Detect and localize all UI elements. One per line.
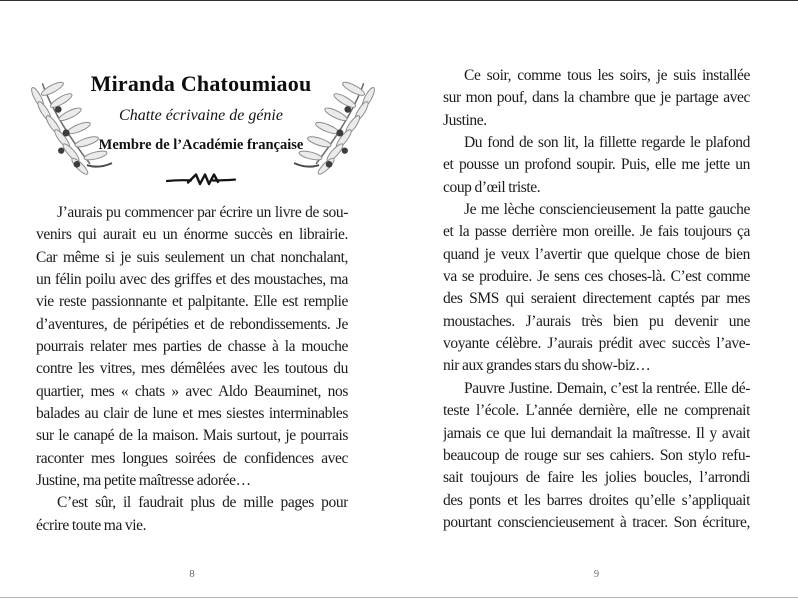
text-line: raconter mes longues soirées de confidences avec (36, 449, 348, 467)
author-title: Miranda Chatoumiaou (90, 71, 312, 96)
paragraph (36, 202, 348, 492)
text-line: venirs qui aurait eu un énorme succès en librairie. (36, 226, 348, 244)
text-line: quand je veux l’avertir que quelque chose de bien (443, 245, 750, 263)
page-left-text (36, 202, 348, 537)
text-line: contre les vitres, mes démêlées avec les toutous du (36, 360, 348, 378)
text-line: Justine. (443, 111, 487, 129)
text-line: balades au clair de lune et mes siestes interminables (36, 405, 348, 423)
text-line: pourtant consciencieusement à tracer. Son écriture, (443, 513, 750, 531)
text-line: nir aux grandes stars du show-biz… (443, 357, 651, 375)
text-line: écrire toute ma vie. (36, 516, 147, 534)
text-line: voyante célèbre. J’aurais prédit avec succès l’ave- (443, 335, 750, 353)
text-line: vie reste passionnante et palpitante. Elle est remplie (36, 293, 348, 311)
page-left (36, 0, 348, 601)
text-line: quartier, mes « chats » avec Aldo Beauminet, nos (36, 382, 348, 400)
text-line: et la passe derrière mon oreille. Je fais toujours ça (443, 223, 750, 241)
text-line: des ponts et les barres droites qu’elle s’appliquait (443, 491, 750, 509)
text-line: des SMS qui seraient directement captés par mes (443, 290, 750, 308)
text-line: et pousse un profond soupir. Puis, elle me jette un (443, 156, 750, 174)
paragraph (443, 378, 750, 534)
page-number-right: 9 (593, 569, 600, 580)
text-line: sur mon pouf, dans la chambre que je partage avec (443, 89, 750, 107)
page-right-text (443, 65, 750, 534)
page-number-left: 8 (189, 569, 195, 580)
text-line: Pauvre Justine. Demain, c’est la rentrée. Elle dé- (464, 379, 750, 397)
text-line: sur le canapé de la maison. Mais surtout, je pourrais (36, 427, 348, 445)
bottom-rule (0, 597, 798, 598)
page-right (443, 0, 750, 601)
text-line: pourrais relater mes parties de chasse à la mouche (36, 338, 348, 356)
text-line: sait toujours de faire les jolies boucles, l’arrondi (443, 469, 750, 487)
text-line: C’est sûr, il faudrait plus de mille pages pour (57, 494, 348, 512)
author-subtitle: Chatte écrivaine de génie (119, 107, 283, 124)
paragraph (36, 492, 348, 537)
paragraph (443, 199, 750, 378)
text-line: Du fond de son lit, la fillette regarde le plafond (464, 134, 750, 152)
text-line: moustaches. J’aurais très bien pu devenir une (443, 312, 750, 330)
paragraph (443, 65, 750, 132)
text-line: beaucoup de rouge sur ses cahiers. Son stylo refu- (443, 446, 750, 464)
text-line: un félin poilu avec des griffes et des moustaches, ma (36, 271, 348, 289)
text-line: Justine, ma petite maîtresse adorée… (36, 472, 251, 490)
text-line: coup d’œil triste. (443, 178, 541, 196)
text-line: va se produire. Je sens ces choses-là. C’est comme (443, 268, 750, 286)
text-line: Ce soir, comme tous les soirs, je suis installée (464, 67, 750, 84)
text-line: Car même si je suis seulement un chat nonchalant, (36, 248, 348, 266)
text-line: J’aurais pu commencer par écrire un livre de sou- (57, 204, 348, 221)
text-line: Je me lèche consciencieusement la patte gauche (464, 201, 750, 219)
text-line: teste l’école. L’année dernière, elle ne comprenait (443, 402, 750, 420)
paragraph (443, 132, 750, 199)
divider-flourish-icon (166, 171, 236, 187)
text-line: jamais ce que lui demandait la maîtresse. Il y avait (443, 424, 750, 442)
author-affiliation: Membre de l’Académie française (98, 137, 304, 153)
text-line: d’aventures, de péripéties et de rebondissements. Je (36, 315, 348, 333)
